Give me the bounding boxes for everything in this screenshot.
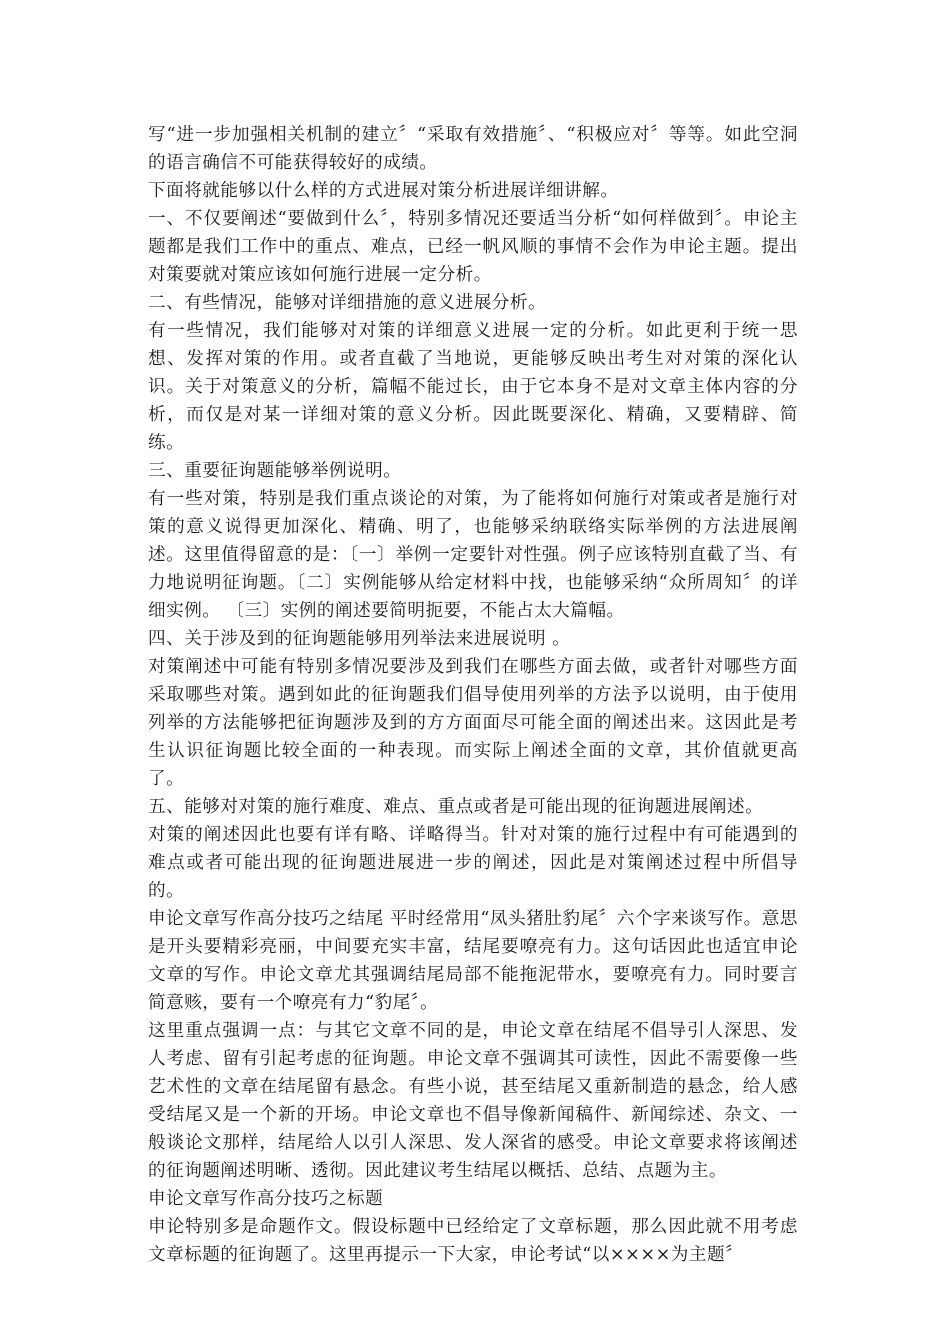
paragraph-title-tips: 申论特别多是命题作文。假设标题中已经给定了文章标题，那么因此就不用考虑文章标题的征询题了。这里再提示一下大家，申论考试“以××××为主题〞 [148, 1217, 798, 1265]
paragraph-point-four: 对策阐述中可能有特别多情况要涉及到我们在哪些方面去做，或者针对哪些方面采取哪些对策。遇到如此的征询题我们倡导使用列举的方法予以说明，由于使用列举的方法能够把征询题涉及到的方方面面尽可能全面的阐述出来。这因此是考生认识征询题比较全面的一种表现。而实际上阐述全面的文章，其价值就更高了。 [148, 657, 798, 789]
paragraph-point-one: 一、不仅要阐述“要做到什么〞，特别多情况还要适当分析“如何样做到〞。申论主题都是我们工作中的重点、难点，已经一帆风顺的事情不会作为申论主题。提出对策要就对策应该如何施行进展一定分析。 [148, 209, 798, 285]
paragraph-ending-emphasis: 这里重点强调一点：与其它文章不同的是，申论文章在结尾不倡导引人深思、发人考虑、留有引起考虑的征询题。申论文章不强调其可读性，因此不需要像一些艺术性的文章在结尾留有悬念。有些小说，甚至结尾又重新制造的悬念，给人感受结尾又是一个新的开场。申论文章也不倡导像新闻稿件、新闻综述、杂文、一般谈论文那样，结尾给人以引人深思、发人深省的感受。申论文章要求将该阐述的征询题阐述明晰、透彻。因此建议考生结尾以概括、总结、点题为主。 [148, 1021, 798, 1181]
heading-point-three: 三、重要征询题能够举例说明。 [148, 461, 402, 481]
document-body [148, 121, 798, 1269]
paragraph-empty-words: 写“进一步加强相关机制的建立〞“采取有效措施〞、“积极应对〞等等。如此空洞的语言确信不可能获得较好的成绩。 [148, 125, 798, 173]
paragraph-intro: 下面将就能够以什么样的方式进展对策分析进展详细讲解。 [148, 181, 619, 201]
heading-point-five: 五、能够对对策的施行难度、难点、重点或者是可能出现的征询题进展阐述。 [148, 797, 764, 817]
paragraph-point-five: 对策的阐述因此也要有详有略、详略得当。针对对策的施行过程中有可能遇到的难点或者可能出现的征询题进展进一步的阐述，因此是对策阐述过程中所倡导的。 [148, 825, 798, 901]
heading-point-four: 四、关于涉及到的征询题能够用列举法来进展说明 。 [148, 629, 571, 649]
heading-title-tips: 申论文章写作高分技巧之标题 [148, 1189, 384, 1209]
paragraph-point-two: 有一些情况，我们能够对对策的详细意义进展一定的分析。如此更利于统一思想、发挥对策的作用。或者直截了当地说，更能够反映出考生对对策的深化认识。关于对策意义的分析，篇幅不能过长，由于它本身不是对文章主体内容的分析，而仅是对某一详细对策的意义分析。因此既要深化、精确，又要精辟、简练。 [148, 321, 798, 453]
paragraph-ending-tips: 申论文章写作高分技巧之结尾 平时经常用“凤头猪肚豹尾〞六个字来谈写作。意思是开头要精彩亮丽，中间要充实丰富，结尾要嘹亮有力。这句话因此也适宜申论文章的写作。申论文章尤其强调结尾局部不能拖泥带水，要嘹亮有力。同时要言简意赅，要有一个嘹亮有力“豹尾〞。 [148, 909, 798, 1013]
heading-point-two: 二、有些情况，能够对详细措施的意义进展分析。 [148, 293, 547, 313]
paragraph-point-three: 有一些对策，特别是我们重点谈论的对策，为了能将如何施行对策或者是施行对策的意义说得更加深化、精确、明了，也能够采纳联络实际举例的方法进展阐述。这里值得留意的是：〔一〕举例一定要针对性强。例子应该特别直截了当、有力地说明征询题。〔二〕实例能够从给定材料中找，也能够采纳“众所周知〞的详细实例。 〔三〕实例的阐述要简明扼要，不能占太大篇幅。 [148, 489, 798, 621]
